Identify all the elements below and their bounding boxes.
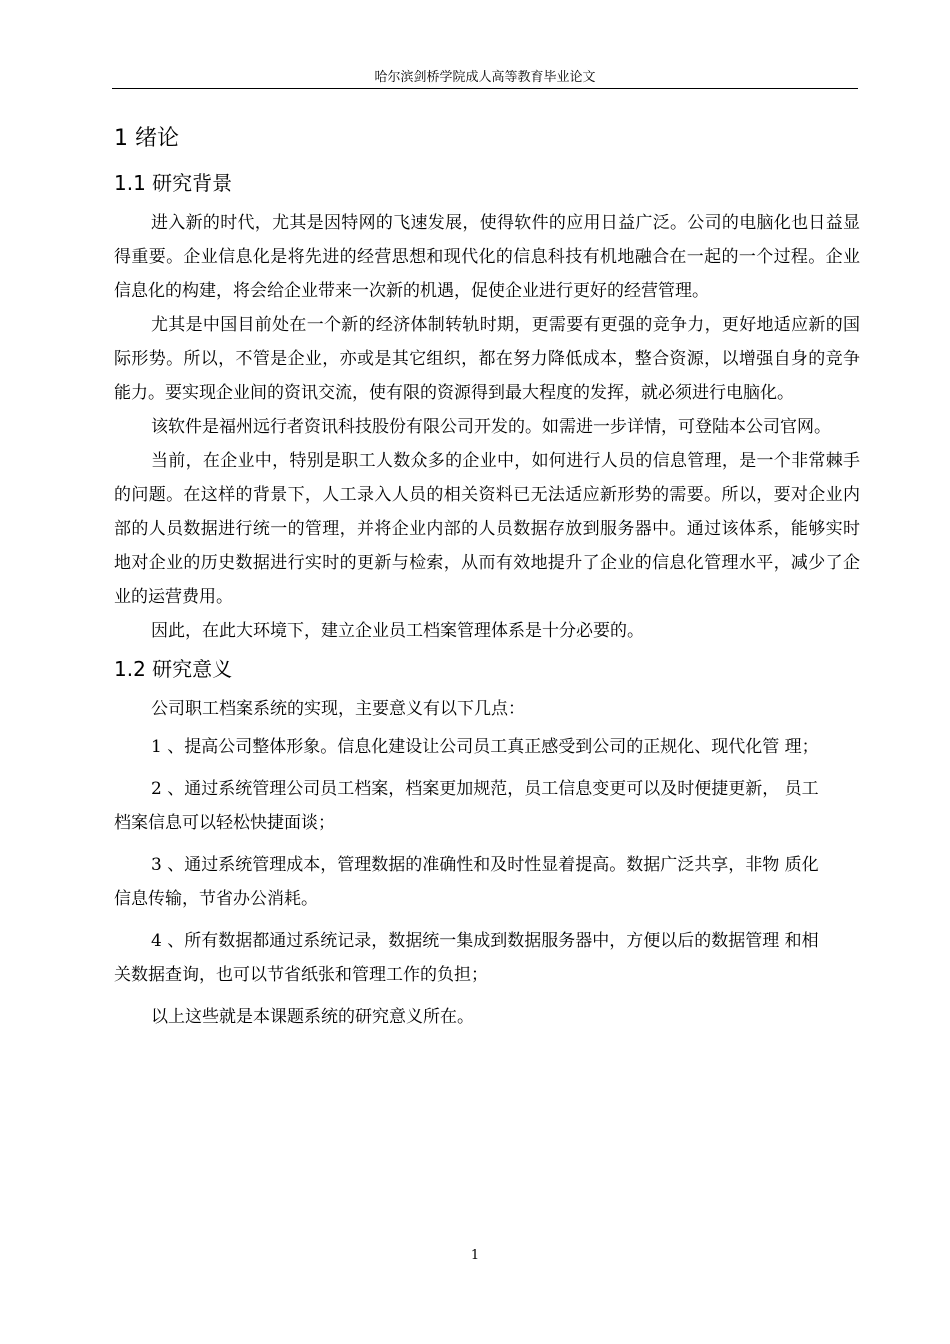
running-header: 哈尔滨剑桥学院成人高等教育毕业论文 [374,70,596,85]
closing-paragraph: 以上这些就是本课题系统的研究意义所在。 [151,1007,474,1027]
page-body [114,122,860,1042]
list-item: 2 、通过系统管理公司员工档案，档案更加规范，员工信息变更可以及时便捷更新， 员工档案信息可以轻松快捷面谈； [114,779,819,833]
page-number: 1 [470,1248,480,1263]
paragraph: 尤其是中国目前处在一个新的经济体制转轨时期，更需要有更强的竞争力，更好地适应新的国际形势。所以，不管是企业，亦或是其它组织，都在努力降低成本，整合资源，以增强自身的竞争能力。要实现企业间的资讯交流，使有限的资源得到最大程度的发挥，就必须进行电脑化。 [114,315,860,403]
list-item: 1 、提高公司整体形象。信息化建设让公司员工真正感受到公司的正规化、现代化管 理； [151,737,819,757]
section-title-background: 1.1 研究背景 [114,171,233,195]
paragraph: 当前，在企业中，特别是职工人数众多的企业中，如何进行人员的信息管理，是一个非常棘手的问题。在这样的背景下，人工录入人员的相关资料已无法适应新形势的需要。所以，要对企业内部的人员数据进行统一的管理，并将企业内部的人员数据存放到服务器中。通过该体系，能够实时地对企业的历史数据进行实时的更新与检索，从而有效地提升了企业的信息化管理水平，减少了企业的运营费用。 [114,451,860,607]
header-divider [112,88,858,89]
paragraph: 因此，在此大环境下，建立企业员工档案管理体系是十分必要的。 [151,621,644,641]
list-item: 3 、通过系统管理成本，管理数据的准确性和及时性显着提高。数据广泛共享，非物 质化信息传输，节省办公消耗。 [114,855,819,909]
section-intro: 公司职工档案系统的实现，主要意义有以下几点： [151,699,525,719]
list-item: 4 、所有数据都通过系统记录，数据统一集成到数据服务器中，方便以后的数据管理 和相关数据查询，也可以节省纸张和管理工作的负担； [114,931,819,985]
paragraph: 进入新的时代，尤其是因特网的飞速发展，使得软件的应用日益广泛。公司的电脑化也日益显得重要。企业信息化是将先进的经营思想和现代化的信息科技有机地融合在一起的一个过程。企业信息化的构建，将会给企业带来一次新的机遇，促使企业进行更好的经营管理。 [114,213,860,301]
paragraph: 该软件是福州远行者资讯科技股份有限公司开发的。如需进一步详情，可登陆本公司官网。 [151,417,831,437]
section-title-significance: 1.2 研究意义 [114,657,233,681]
chapter-title: 1 绪论 [114,126,179,151]
